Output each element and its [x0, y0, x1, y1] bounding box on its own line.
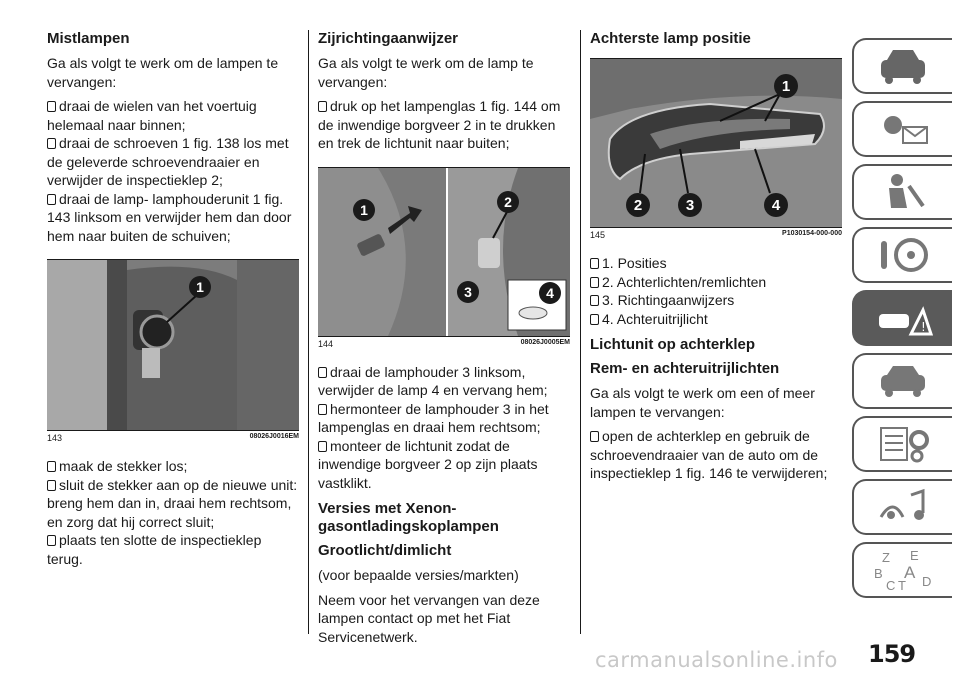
figure-code: P1030154-000-000 [782, 230, 842, 237]
figure-145-image [590, 58, 842, 227]
tab-warning-lights[interactable] [852, 101, 952, 157]
list-item: draai de wielen van het voertuig helemaal naar binnen; [47, 98, 257, 133]
chapter-tabs [852, 38, 952, 605]
checkbox-bullet-icon [47, 461, 56, 472]
list-item: open de achterklep en gebruik de schroevendraaier van de auto om de inspectieklep 1 fig. 146 te verwijderen; [590, 428, 828, 481]
tab-seat-safety[interactable] [852, 164, 952, 220]
heading-mistlampen: Mistlampen [47, 30, 130, 47]
figure-caption [47, 430, 299, 443]
column-zijrichtingaanwijzer [318, 30, 570, 652]
list-item: sluit de stekker aan op de nieuwe unit: breng hem dan in, draai hem rechtsom, en zorg dat hij correct sluit; [47, 476, 298, 530]
figure-145 [590, 58, 842, 240]
breakdown-icon [873, 298, 933, 338]
alphabet-index-icon [868, 548, 938, 592]
figure-143-image [47, 259, 299, 430]
checkbox-bullet-icon [47, 138, 56, 149]
svg-text:E: E [910, 548, 919, 563]
heading-zijrichtingaanwijzer: Zijrichtingaanwijzer [318, 30, 459, 47]
tab-alphabet-index[interactable] [852, 542, 952, 598]
svg-text:!: ! [921, 320, 926, 334]
figure-callout: 2 [504, 193, 512, 210]
tab-multimedia[interactable] [852, 479, 952, 535]
tab-specs[interactable] [852, 416, 952, 472]
svg-text:B: B [874, 566, 883, 581]
figure-callout: 3 [464, 283, 472, 300]
figure-callout: 1 [196, 279, 204, 295]
checkbox-bullet-icon [590, 431, 599, 442]
figure-caption [318, 336, 570, 349]
steering-wheel-icon [873, 235, 933, 275]
heading-xenon: Versies met Xenon-gasontladingskoplampen [318, 500, 499, 535]
figure-caption [590, 227, 842, 240]
list-item: draai de schroeven 1 fig. 138 los met de geleverde schroevendraaier en verwijder de inspectieklep 2; [47, 135, 289, 188]
svg-text:C: C [886, 578, 896, 592]
figure-callout: 1 [360, 201, 368, 218]
figure-number: 144 [318, 338, 334, 349]
column-mistlampen [47, 30, 299, 568]
tab-breakdown[interactable] [852, 290, 952, 346]
heading-rem-achteruitrijlichten: Rem- en achteruitrijlichten [590, 360, 780, 377]
car-maintenance-icon [873, 361, 933, 401]
figure-144 [318, 167, 570, 349]
heading-lichtunit: Lichtunit op achterklep [590, 336, 756, 353]
list-item: draai de lamphouder 3 linksom, verwijder de lamp 4 en vervang hem; [318, 363, 548, 398]
list-item: druk op het lampenglas 1 fig. 144 om de inwendige borgveer 2 in te drukken en trek de lichtunit naar buiten; [318, 98, 561, 151]
legend-item: 4. Achteruitrijlicht [590, 310, 842, 329]
tab-car-maintenance[interactable] [852, 353, 952, 409]
figure-callout: 1 [781, 78, 791, 95]
svg-text:T: T [898, 578, 906, 592]
figure-callout: 4 [771, 197, 781, 214]
checkbox-bullet-icon [318, 404, 327, 415]
checkbox-bullet-icon [318, 101, 327, 112]
checkbox-bullet-icon [47, 101, 56, 112]
legend-item: 1. Posities [590, 254, 842, 273]
heading-achterste-lamp: Achterste lamp positie [590, 30, 751, 47]
note-text: (voor bepaalde versies/markten) [318, 567, 519, 583]
list-item: monteer de lichtunit zodat de inwendige borgveer 2 op zijn plaats vastklikt. [318, 437, 538, 491]
tab-steering-wheel[interactable] [852, 227, 952, 283]
multimedia-icon [873, 487, 933, 527]
checkbox-bullet-icon [47, 480, 56, 491]
intro-text: Ga als volgt te werk om een of meer lampen te vervangen: [590, 385, 815, 420]
checkbox-bullet-icon [318, 441, 327, 452]
seat-safety-icon [873, 172, 933, 212]
list-item: hermonteer de lamphouder 3 in het lampenglas en draai hem rechtsom; [318, 400, 549, 435]
body-text: Neem voor het vervangen van deze lampen contact op met het Fiat Servicenetwerk. [318, 591, 540, 645]
checkbox-bullet-icon [318, 367, 327, 378]
watermark: carmanualsonline.info [595, 648, 838, 672]
list-item: maak de stekker los; [47, 457, 299, 476]
figure-number: 145 [590, 230, 606, 240]
tab-car-dashboard[interactable] [852, 38, 952, 94]
intro-text: Ga als volgt te werk om de lampen te vervangen: [47, 55, 279, 90]
figure-number: 143 [47, 433, 63, 443]
svg-text:A: A [904, 563, 916, 582]
checkbox-bullet-icon [590, 277, 599, 288]
svg-text:D: D [922, 574, 932, 589]
figure-callout: 4 [546, 284, 554, 301]
legend-item: 2. Achterlichten/remlichten [590, 273, 842, 292]
figure-callout: 3 [685, 197, 695, 214]
column-achterste-lamp [590, 30, 842, 483]
intro-text: Ga als volgt te werk om de lamp te vervangen: [318, 55, 534, 90]
figure-143 [47, 259, 299, 443]
checkbox-bullet-icon [590, 314, 599, 325]
page-number: 159 [868, 640, 916, 668]
figure-144-image [318, 167, 570, 336]
column-divider-1 [308, 30, 309, 634]
legend-item: 3. Richtingaanwijzers [590, 291, 842, 310]
specs-gears-icon [873, 424, 933, 464]
figure-callout: 2 [633, 197, 643, 214]
checkbox-bullet-icon [590, 295, 599, 306]
checkbox-bullet-icon [47, 535, 56, 546]
warning-lights-icon [873, 109, 933, 149]
heading-grootlicht: Grootlicht/dimlicht [318, 542, 452, 559]
figure-code: 08026J0016EM [249, 433, 299, 440]
checkbox-bullet-icon [590, 258, 599, 269]
list-item: draai de lamp- lamphouderunit 1 fig. 143 linksom en verwijder hem dan door hem naar buiten de schuiven; [47, 190, 292, 244]
column-divider-2 [580, 30, 581, 634]
checkbox-bullet-icon [47, 194, 56, 205]
svg-text:Z: Z [882, 550, 890, 565]
figure-code: 08026J0005EM [520, 338, 570, 346]
car-dashboard-icon [873, 46, 933, 86]
list-item: plaats ten slotte de inspectieklep terug. [47, 532, 262, 567]
